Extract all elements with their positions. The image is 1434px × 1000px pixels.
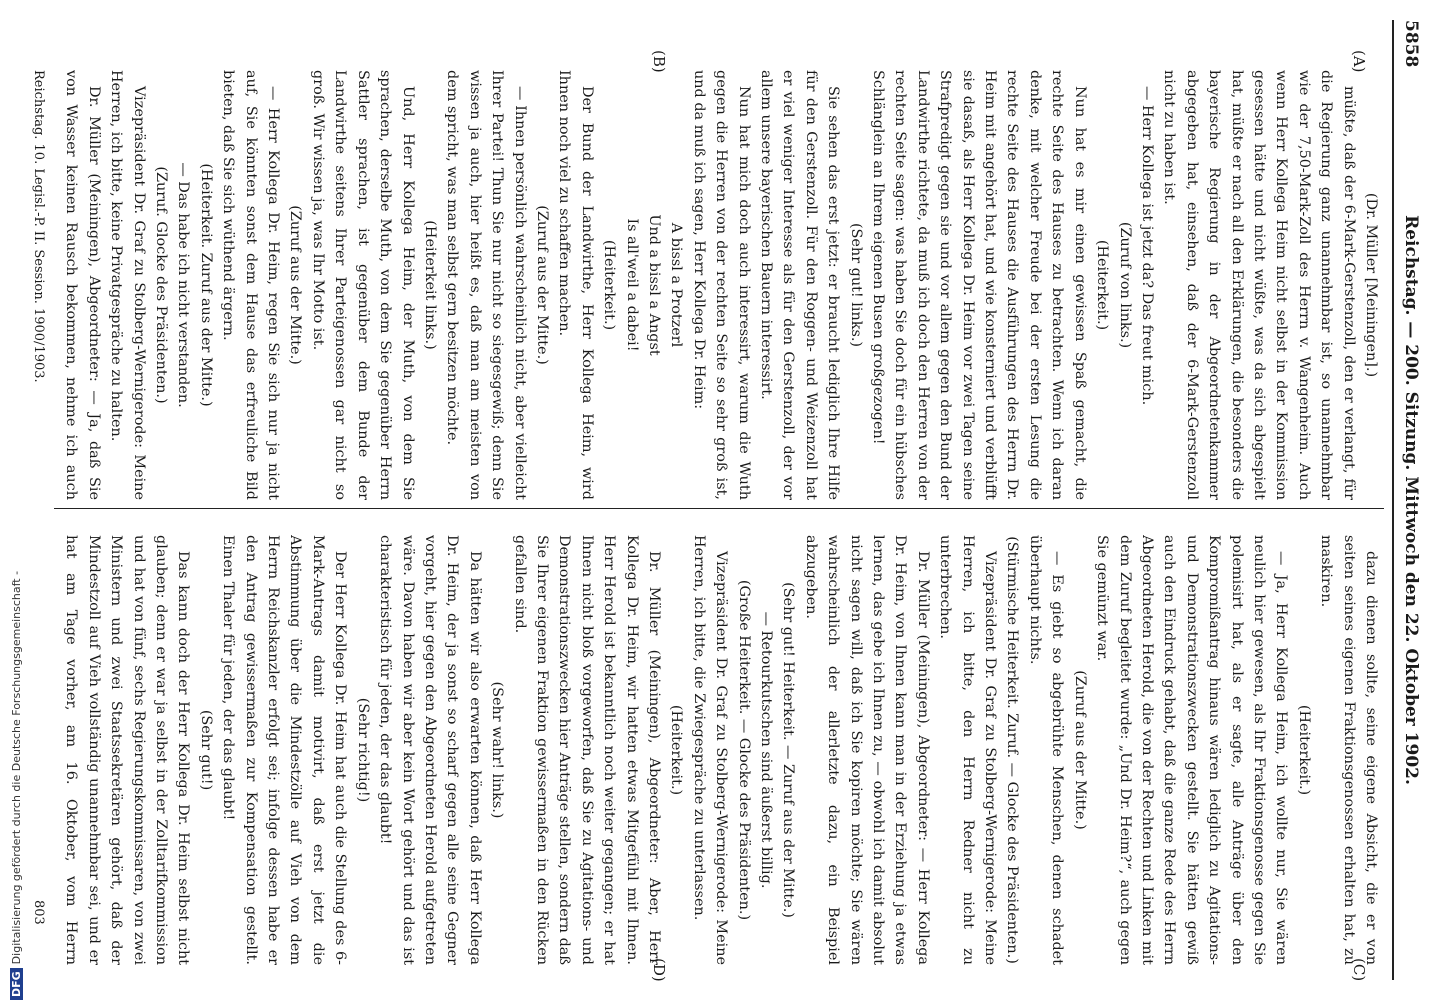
page-header [1392,20,1424,980]
paragraph: Und, Herr Kollega Heim, der Muth, von dem Sie sprachen, derselbe Muth, von dem Sie gegenüber Herrn Sattler sprachen, ist gegenüber dem Bunde der Landwirthe seitens Ihrer Parteigenossen gar nicht so groß. Wir wissen ja, was Ihr Motto ist. [309,70,416,500]
paragraph: (Zuruf aus der Mitte.) [1071,670,1088,830]
paragraph: Nun hat mich doch auch interessirt, warum die Wuth gegen die Herren von der rechten Seite so sehr groß ist, und da muß ich sagen, Herr Kollega Dr. Heim: [690,70,752,500]
paragraph: (Heiterkeit.) [1295,704,1312,796]
paragraph: (Heiterkeit.) [1094,239,1111,331]
paragraph: (Zuruf aus der Mitte.) [533,205,550,365]
page-number: 5858 [1401,20,1421,68]
paragraph: (Sehr gut! links.) [847,222,864,348]
margin-mark-a: (A) [1350,50,1368,73]
margin-mark-c: (C) [1350,958,1368,982]
paragraph: — Ja, Herr Kollega Heim, ich wollte nur, Sie wären neulich hier gewesen, als Ihr Fraktionsgenosse gegen Sie polemisirt hat, als er sagte, alle Anträge über den Kompromißantrag hinaus wären lediglich zu Agitations- und Demonstrationszwecken gestellt. Sie hätten gewiß auch den Eindruck gehabt, daß die ganze Rede des Herrn Abgeordneten Herold, die von der Rechten und Linken mit dem Zuruf begleitet wurde: „Und Dr. Heim?“, auch gegen Sie gemünzt war. [1094,535,1290,965]
right-column [62,535,1382,965]
paragraph: (Sehr gut! Heiterkeit. — Zuruf aus der Mitte.) [780,582,797,918]
speaker-prefix-line: (Dr. Müller [Meiningen].) [1363,192,1379,378]
paragraph: — Das habe ich nicht verstanden. [175,162,192,408]
column-divider [54,508,1384,509]
paragraph: (Heiterkeit links.) [421,220,438,350]
paragraph: Der Bund der Landwirthe, Herr Kollega Heim, wird Ihnen noch viel zu schaffen machen. [556,70,595,500]
paragraph: (Sehr gut!) [197,709,214,791]
paragraph: (Zuruf von links.) [1116,221,1133,349]
paragraph: Nun hat es mir einen gewissen Spaß gemacht, die rechte Seite des Hauses zu betrachten. Wenn ich daran denke, mit welcher Freude bei der ersten Lesung die rechte Seite des Hauses die Ausführungen des Herrn Dr. Heim mit angehört hat, und wie konsterniert und verblüfft sie dasaß, als Herr Kollega Dr. Heim vor zwei Tagen seine Strafpredigt gegen sie und vor allem gegen den Bund der Landwirthe richtete, da muß ich doch den Herren von der rechten Seite sagen: was haben Sie doch für ein hübsches Schlänglein an Ihrem eigenen Busen großgezogen! [870,70,1088,500]
paragraph: Sie sehen das erst jetzt: er braucht lediglich Ihre Hilfe für den Gerstenzoll. Für den Roggen- und Weizenzoll hat er viel weniger Interesse als für den Gerstenzoll, der vor allem unsere bayerischen Bauern interessirt. [758,70,842,500]
paragraph: Vizepräsident Dr. Graf zu Stolberg-Wernigerode: Meine Herren, ich bitte, die Zwiegespräche zu unterlassen. [690,535,730,965]
paragraph: Das kann doch der Herr Kollega Dr. Heim selbst nicht glauben; denn er war ja selbst in der Zolltarifkommission und hat von fünf, sechs Regierungskommissaren, von zwei Ministern und zwei Staatssekretären gehört, daß der Mindestzoll auf Vieh vollständig unannehmbar sei, und er hat am Tage vorher, am 16. Oktober, vom Herrn [63,535,192,965]
paragraph: Dr. Müller (Meiningen), Abgeordneter: Aber, Herr Kollega Dr. Heim, wir hatten etwas Mitgefühl mit Ihnen. Herr Herold ist bekanntlich noch weiter gegangen; er hat Ihnen nicht bloß vorgeworfen, daß Sie zu Agitations- und Demonstrationszwecken hier Anträge stellen, sondern daß Sie Ihrer eigenen Fraktion gewissermaßen in den Rücken gefallen sind. [511,535,662,965]
margin-mark-b: (B) [650,50,668,73]
paragraph: — Retourkutschen sind äußerst billig. [758,611,775,889]
paragraph: Is all'weil a dabei! [623,218,640,352]
paragraph: (Heiterkeit. Zuruf aus der Mitte.) [197,163,214,407]
footer-session: Reichstag. 10. Legisl.-P. II. Session. 1900/1903. [31,70,46,383]
paragraph: Vizepräsident Dr. Graf zu Stolberg-Wernigerode: Meine Herren, ich bitte, keine Privatgespräche zu halten. [108,70,147,500]
page-title: Reichstag. — 200. Sitzung. Mittwoch den 22. Oktober 1902. [1401,215,1421,785]
dfg-logo: DFG [10,968,23,1000]
paragraph: — Herr Kollega ist jetzt da? Das freut mich. [1138,86,1155,406]
paragraph: Der Herr Kollega Dr. Heim hat auch die Stellung des 6-Mark-Antrags damit motivirt, daß erst jetzt die Abstimmung über die Mindestzölle auf Vieh von dem Herrn Reichskanzler erfolgt sei; infolge dessen habe er den Antrag gewissermaßen zur Kompensation gestellt. Einen Thaler für jeden, der das glaubt! [220,535,349,965]
paragraph: (Heiterkeit.) [668,704,685,796]
paragraph: Und a bissl a Angst [646,214,662,356]
paragraph: (Zuruf aus der Mitte.) [287,205,304,365]
paragraph: Da hätten wir also erwarten können, daß Herr Kollega Dr. Heim, der ja sonst so scharf gegen alle seine Gegner vorgeht, hier gegen den Abgeordneten Herold aufgetreten wäre. Davon haben wir aber kein Wort gehört und das ist charakteristisch für jeden, der das glaubt! [377,535,483,965]
paragraph: Dr. Müller (Meiningen), Abgeordneter: — Herr Kollega Dr. Heim, von Ihnen kann man in der Erziehung ja etwas lernen, das gebe ich Ihnen zu, — obwohl ich damit absolut nicht sagen will, daß ich Sie kopiren möchte; Sie wären wahrscheinlich der allerletzte dazu, ein Beispiel abzugeben. [802,535,931,965]
paragraph: (Sehr wahr! links.) [489,681,506,819]
paragraph: (Sehr richtig!) [354,697,371,803]
paragraph: Vizepräsident Dr. Graf zu Stolberg-Wernigerode: Meine Herren, ich bitte, den Herrn Redner nicht zu unterbrechen. [937,535,999,965]
paragraph: — Herr Kollega Dr. Heim, regen Sie sich nur ja nicht auf, Sie könnten sonst dem Hause das erfreuliche Bild bieten, daß Sie sich wüthend ärgern. [220,70,282,500]
paragraph: — Ihnen persönlich wahrscheinlich nicht, aber vielleicht Ihrer Partei! Thun Sie nur nicht so siegesgewiß; denn Sie wissen ja auch, hier heißt es, daß man am meisten von dem spricht, was man selbst gern besitzen möchte. [444,70,528,500]
footer-page-number: 803 [31,900,46,925]
paragraph: (Zuruf. Glocke des Präsidenten.) [153,166,170,404]
paragraph: müßte, daß der 6-Mark-Gerstenzoll, den er verlangt, für die Regierung ganz unannehmbar ist, so unannehmbar wie der 7,50-Mark-Zoll des Herrn v. Wangenheim. Auch wenn Herr Kollega Heim nicht selbst in der Kommission gesessen hätte und nicht wüßte, was da sich abgespielt hat, müßte er nach all den Erklärungen, die besonders die bayerische Regierung in der Abgeordnetenkammer abgegeben hat, einsehen, daß der 6-Mark-Gerstenzoll nicht zu haben ist. [1161,70,1357,500]
paragraph: dazu dienen sollte, seine eigene Absicht, die er von seiten seines eigenen Fraktionsgenossen erhalten hat, zu maskiren. [1318,535,1379,965]
credit-text: Digitalisierung gefördert durch die Deutsche Forschungsgemeinschaft - [10,570,23,965]
paragraph: Dr. Müller (Meiningen), Abgeordneter: — Ja, daß Sie von Wasser keinen Rausch bekommen, nehme ich auch [63,70,102,500]
left-column [62,70,1382,500]
margin-mark-d: (D) [650,958,668,982]
paragraph: (Stürmische Heiterkeit. Zuruf. — Glocke des Präsidenten.) [1004,536,1021,964]
digitization-credit [10,0,30,1000]
paragraph: — Es giebt so abgebrühte Menschen, denen schadet überhaupt nichts. [1026,535,1066,965]
paragraph: (Große Heiterkeit. — Glocke des Präsidenten.) [735,579,752,921]
paragraph: A bissl a Protzerl [668,222,685,348]
paragraph: (Heiterkeit.) [601,239,618,331]
